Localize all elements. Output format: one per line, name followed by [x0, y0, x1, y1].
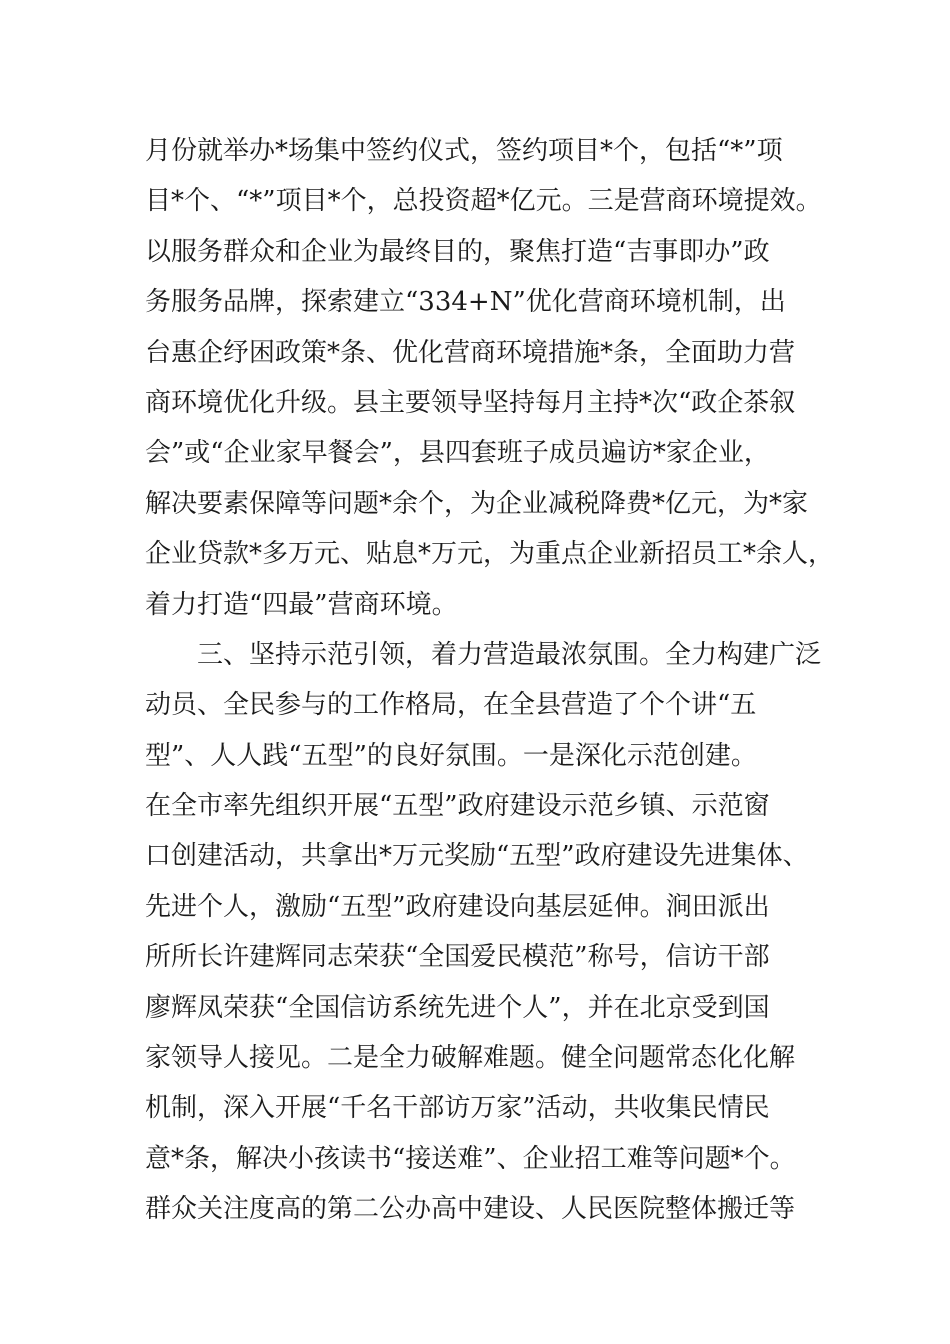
text-line: 群众关注度高的第二公办高中建设、人民医院整体搬迁等: [145, 1194, 796, 1225]
text-line: 家领导人接见。二是全力破解难题。健全问题常态化化解: [145, 1043, 796, 1074]
text-line: 台惠企纾困政策*条、优化营商环境措施*条，全面助力营: [145, 337, 796, 368]
text-line: 务服务品牌，探索建立“334+N”优化营商环境机制，出: [145, 287, 786, 318]
body-text: [145, 126, 845, 1235]
text-line: 以服务群众和企业为最终目的，聚焦打造“吉事即办”政: [145, 236, 770, 267]
text-line: 动员、全民参与的工作格局，在全县营造了个个讲“五: [145, 690, 757, 721]
section-heading-line: 三、坚持示范引领，着力营造最浓氛围。全力构建广泛: [197, 639, 822, 670]
text-line: 先进个人，激励“五型”政府建设向基层延伸。涧田派出: [145, 891, 770, 922]
text-line: 在全市率先组织开展“五型”政府建设示范乡镇、示范窗: [145, 791, 770, 822]
text-line: 商环境优化升级。县主要领导坚持每月主持*次“政企茶叙: [145, 387, 796, 418]
text-line: 廖辉凤荣获“全国信访系统先进个人”，并在北京受到国: [145, 992, 770, 1023]
text-line: 所所长许建辉同志荣获“全国爱民模范”称号，信访干部: [145, 942, 770, 973]
text-line: 目*个、“*”项目*个，总投资超*亿元。三是营商环境提效。: [145, 186, 822, 217]
text-line: 月份就举办*场集中签约仪式，签约项目*个，包括“*”项: [145, 136, 783, 166]
text-line: 口创建活动，共拿出*万元奖励“五型”政府建设先进集体、: [145, 841, 809, 872]
text-line: 型”、人人践“五型”的良好氛围。一是深化示范创建。: [145, 740, 757, 771]
text-line: 企业贷款*多万元、贴息*万元，为重点企业新招员工*余人，: [145, 539, 835, 570]
text-line: 会”或“企业家早餐会”，县四套班子成员遍访*家企业，: [145, 438, 770, 469]
text-line: 解决要素保障等问题*余个，为企业减税降费*亿元，为*家: [145, 488, 809, 519]
text-line: 意*条，解决小孩读书“接送难”、企业招工难等问题*个。: [145, 1143, 796, 1174]
text-line: 机制，深入开展“千名干部访万家”活动，共收集民情民: [145, 1093, 770, 1124]
text-line: 着力打造“四最”营商环境。: [145, 589, 458, 620]
